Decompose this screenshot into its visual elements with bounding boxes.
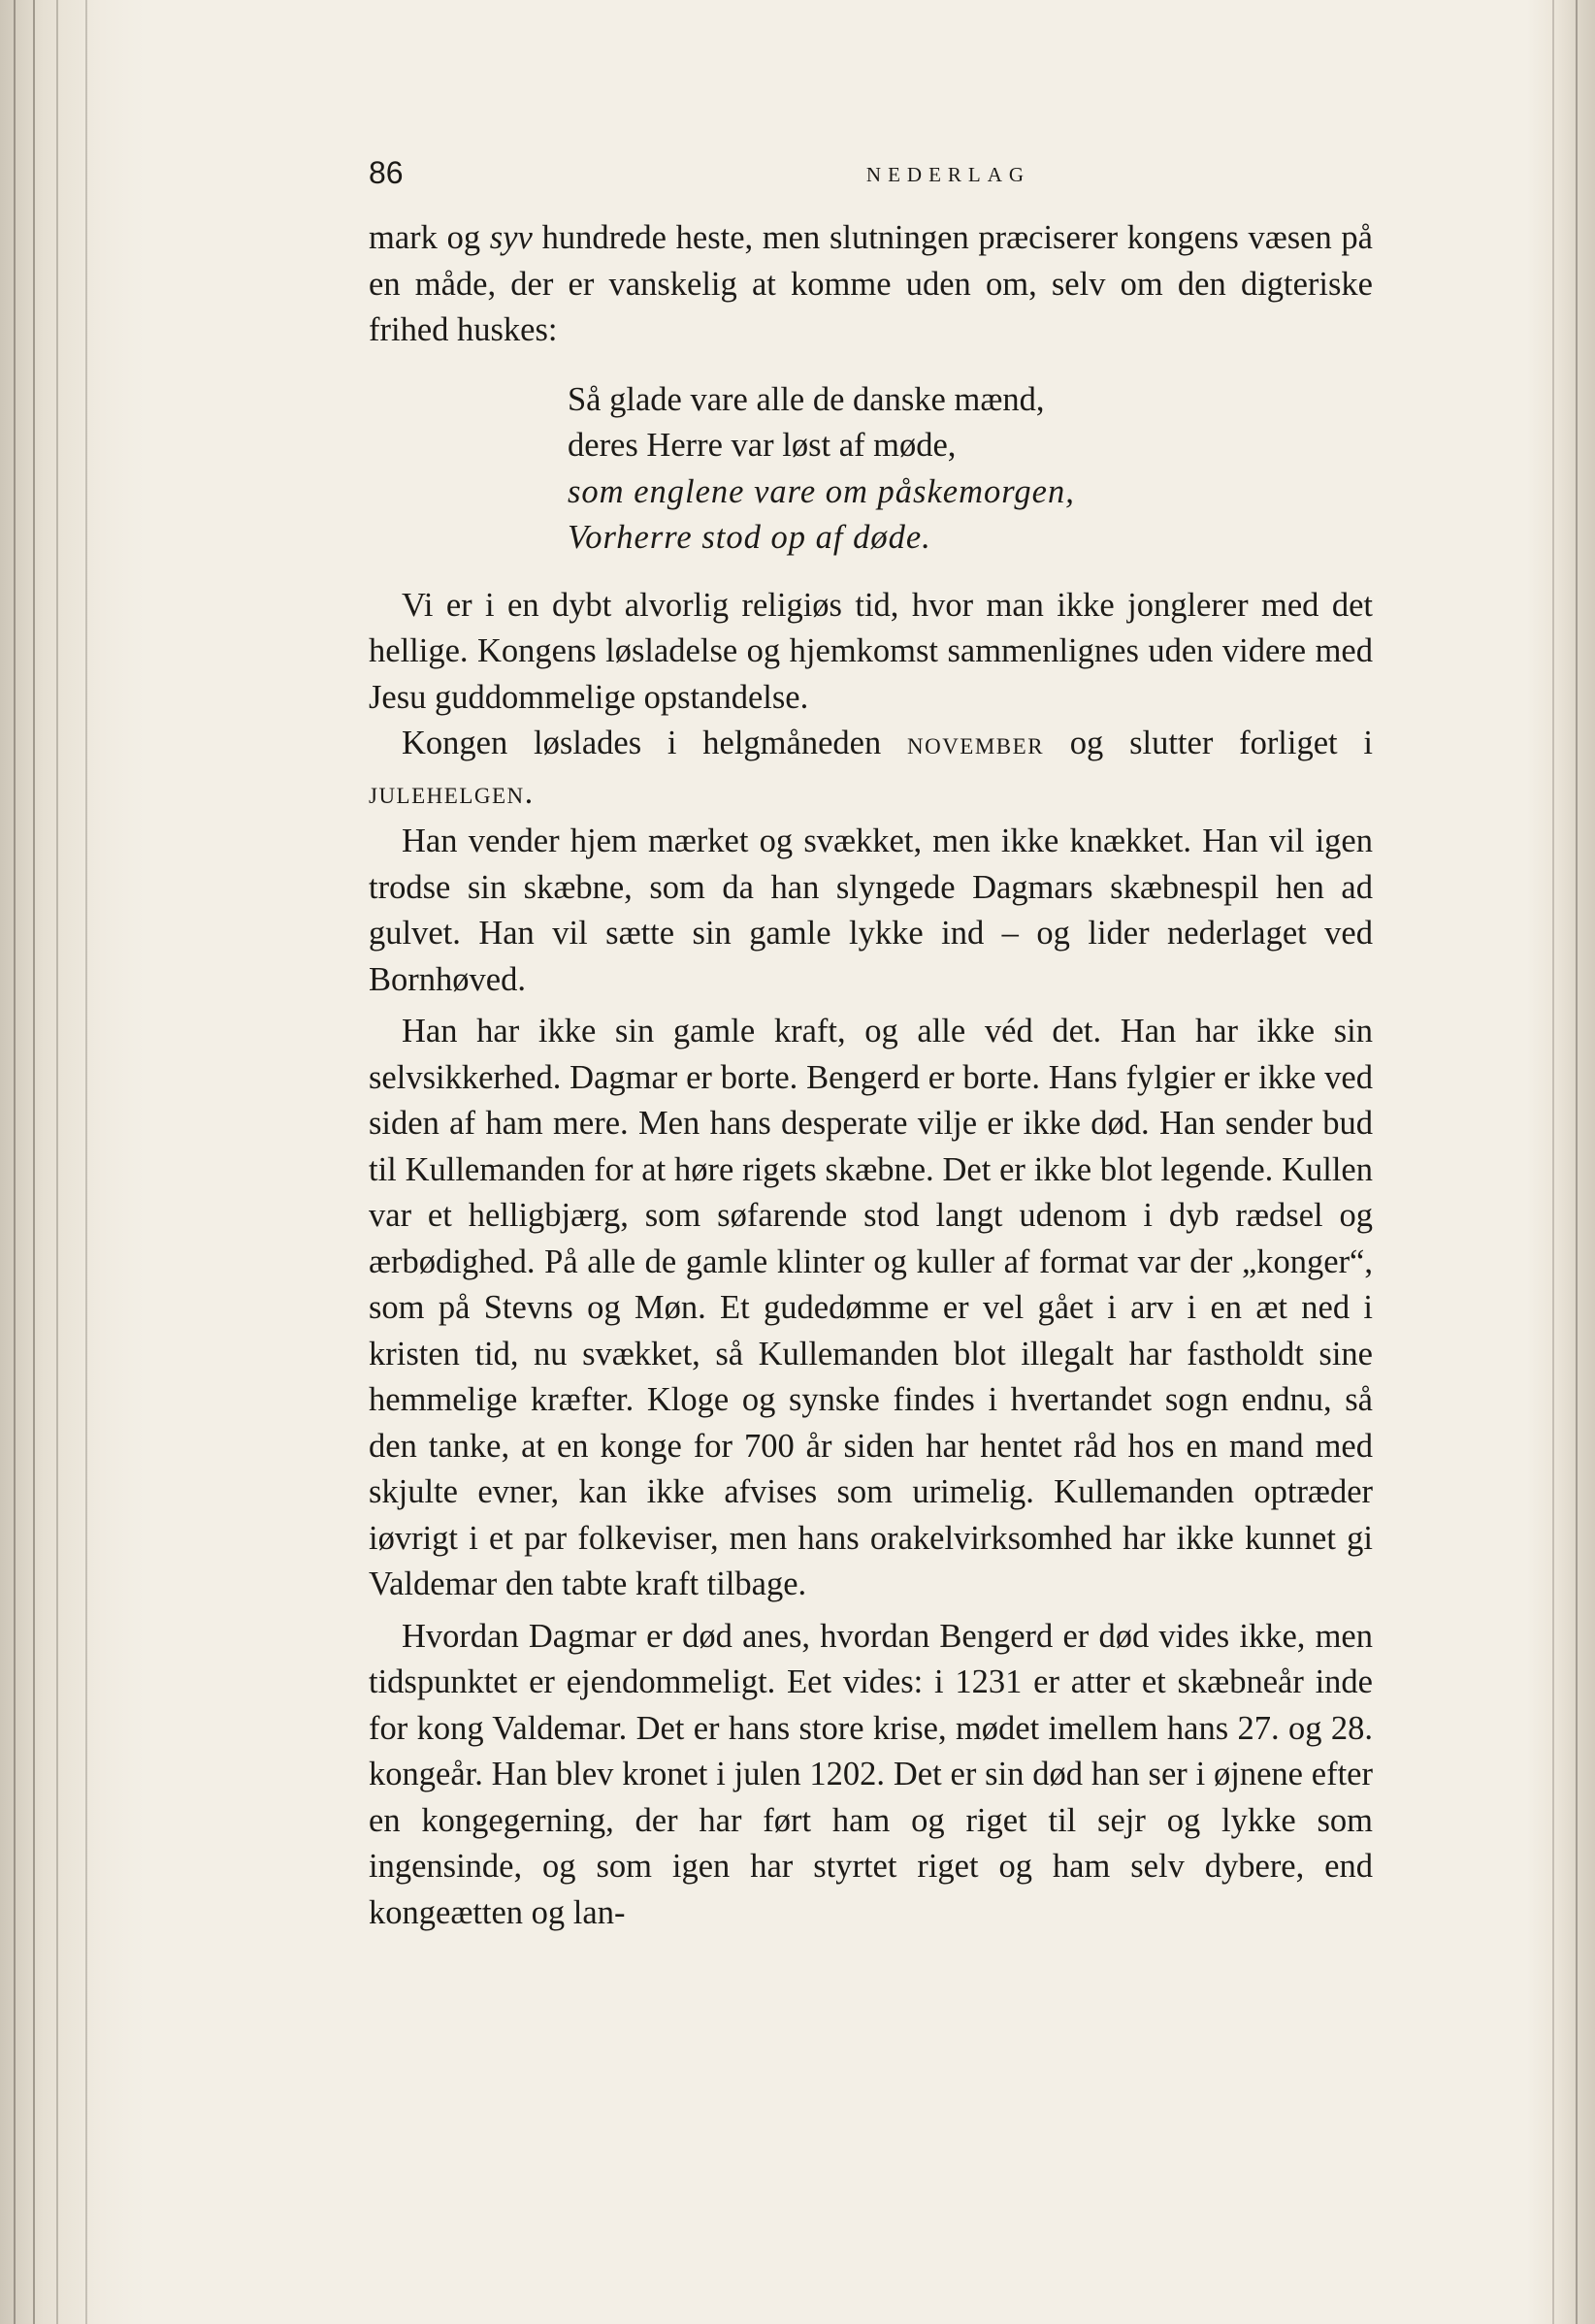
verse-line: Vorherre stod op af døde. (568, 519, 931, 556)
page-header (369, 145, 1373, 204)
smallcaps-julehelgen: JULEHELGEN (369, 783, 525, 808)
running-title: NEDERLAG (865, 163, 1031, 186)
smallcaps-november: NOVEMBER (906, 734, 1045, 759)
paragraph-6: Hvordan Dagmar er død anes, hvordan Bengerd er død vides ikke, men tidspunktet er ejendommeligt. Eet vides: i 1231 er atter et skæbneår inde for kong Valdemar. Det er hans store krise, mødet imellem hans 27. og 28. kongeår. Han blev kronet i julen 1202. Det er sin død han ser i øjnene efter en kongegerning, der har ført ham og riget til sejr og lykke som ingensinde, og som igen har styrtet riget og ham selv dybere, end kongeætten og lan- (369, 1617, 1373, 1931)
paragraph-4: Han vender hjem mærket og svækket, men ikke knækket. Han vil igen trodse sin skæbne, som da han slyngede Dagmars skæbnespil hen ad gulvet. Han vil sætte sin gamle lykke ind – og lider nederlaget ved Bornhøved. (369, 823, 1373, 998)
body-text (369, 215, 1373, 1936)
left-page-edge (0, 0, 146, 2324)
verse-quote (568, 377, 1373, 562)
paragraph-1: mark og syv hundrede heste, men slutningen præciserer kongens væsen på en måde, der er vanskelig at komme uden om, selv om den digteriske frihed huskes: (369, 219, 1373, 348)
paragraph-5: Han har ikke sin gamle kraft, og alle véd det. Han har ikke sin selvsikkerhed. Dagmar er borte. Bengerd er borte. Hans fylgier er ikke ved siden af ham mere. Men hans desperate vilje er ikke død. Han sender bud til Kullemanden for at høre rigets skæbne. Det er ikke blot legende. Kullen var et helligbjærg, som søfarende stod langt udenom i dyb rædsel og ærbødighed. På alle de gamle klinter og kuller af format var der „konger“, som på Stevns og Møn. Et gudedømme er vel gået i arv i en æt ned i kristen tid, nu svækket, så Kullemanden blot illegalt har fastholdt sine hemmelige kræfter. Kloge og synske findes i hvertandet sogn endnu, så den tanke, at en konge for 700 år siden har hentet råd hos en mand med skjulte evner, kan ikke afvises som urimelig. Kullemanden optræder iøvrigt i et par folkeviser, men hans orakelvirksomhed har ikke kunnet gi Valdemar den tabte kraft tilbage. (369, 1013, 1373, 1602)
verse-line: Så glade vare alle de danske mænd, (568, 380, 1045, 418)
book-page (369, 145, 1373, 1936)
emphasis-syv: syv (489, 219, 533, 256)
right-page-edge (1527, 0, 1595, 2324)
paragraph-2: Vi er i en dybt alvorlig religiøs tid, hvor man ikke jonglerer med det hellige. Kongens løsladelse og hjemkomst sammenlignes uden videre med Jesu guddommelige opstandelse. (369, 586, 1373, 716)
paragraph-3: Kongen løslades i helgmåneden NOVEMBER og slutter forliget i JULEHELGEN. (369, 725, 1373, 811)
verse-line: deres Herre var løst af møde, (568, 427, 957, 464)
verse-line: som englene vare om påskemorgen, (568, 472, 1075, 510)
page-number: 86 (369, 155, 404, 190)
